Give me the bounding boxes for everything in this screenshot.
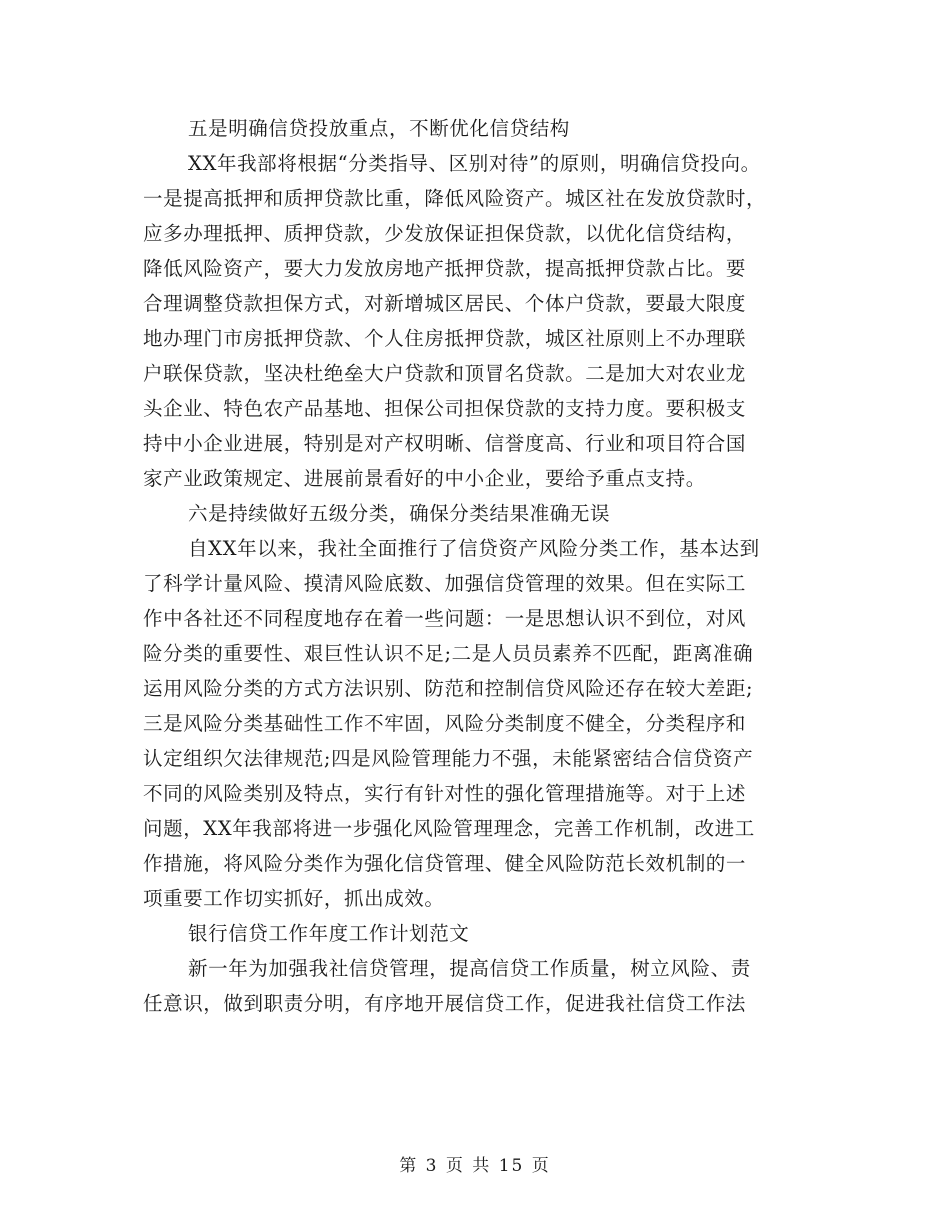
- paragraph-line: 险分类的重要性、艰巨性认识不足;二是人员员素养不匹配，距离准确: [143, 642, 754, 665]
- paragraph-line: 作中各社还不同程度地存在着一些问题：一是思想认识不到位，对风: [143, 607, 747, 630]
- heading-six: 六是持续做好五级分类，确保分类结果准确无误: [188, 502, 611, 525]
- paragraph-line: 了科学计量风险、摸清风险底数、加强信贷管理的效果。但在实际工: [143, 572, 747, 595]
- paragraph-line: 一是提高抵押和质押贷款比重，降低风险资产。城区社在发放贷款时，: [143, 187, 767, 210]
- paragraph-line: 作措施，将风险分类作为强化信贷管理、健全风险防范长效机制的一: [143, 852, 747, 875]
- paragraph-line: 问题，XX年我部将进一步强化风险管理理念，完善工作机制，改进工: [143, 817, 755, 840]
- heading-five: 五是明确信贷投放重点，不断优化信贷结构: [188, 117, 570, 140]
- paragraph-line: 持中小企业进展，特别是对产权明晰、信誉度高、行业和项目符合国: [143, 432, 747, 455]
- paragraph-line: 合理调整贷款担保方式，对新增城区居民、个体户贷款，要最大限度: [143, 292, 747, 315]
- paragraph-line: 地办理门市房抵押贷款、个人住房抵押贷款，城区社原则上不办理联: [143, 327, 747, 350]
- paragraph-line: 户联保贷款，坚决杜绝垒大户贷款和顶冒名贷款。二是加大对农业龙: [143, 362, 747, 385]
- paragraph-line: 运用风险分类的方式方法识别、防范和控制信贷风险还存在较大差距;: [143, 677, 754, 700]
- paragraph-line: 头企业、特色农产品基地、担保公司担保贷款的支持力度。要积极支: [143, 397, 747, 420]
- paragraph-line: 认定组织欠法律规范;四是风险管理能力不强，未能紧密结合信贷资产: [143, 747, 754, 770]
- paragraph-line: 自XX年以来，我社全面推行了信贷资产风险分类工作，基本达到: [188, 537, 760, 560]
- paragraph-line: 项重要工作切实抓好，抓出成效。: [143, 887, 445, 910]
- paragraph-line: XX年我部将根据“分类指导、区别对待”的原则，明确信贷投向。: [188, 152, 761, 175]
- paragraph-line: 任意识，做到职责分明，有序地开展信贷工作，促进我社信贷工作法: [143, 992, 747, 1015]
- paragraph-line: 新一年为加强我社信贷管理，提高信贷工作质量，树立风险、责: [188, 957, 751, 980]
- page-footer: 第 3 页 共 15 页: [399, 1156, 551, 1176]
- paragraph-line: 降低风险资产，要大力发放房地产抵押贷款，提高抵押贷款占比。要: [143, 257, 747, 280]
- paragraph-line: 应多办理抵押、质押贷款，少发放保证担保贷款，以优化信贷结构，: [143, 222, 747, 245]
- paragraph-line: 不同的风险类别及特点，实行有针对性的强化管理措施等。对于上述: [143, 782, 747, 805]
- paragraph-line: 三是风险分类基础性工作不牢固，风险分类制度不健全，分类程序和: [143, 712, 747, 735]
- section-title: 银行信贷工作年度工作计划范文: [188, 922, 470, 945]
- paragraph-line: 家产业政策规定、进展前景看好的中小企业，要给予重点支持。: [143, 467, 706, 490]
